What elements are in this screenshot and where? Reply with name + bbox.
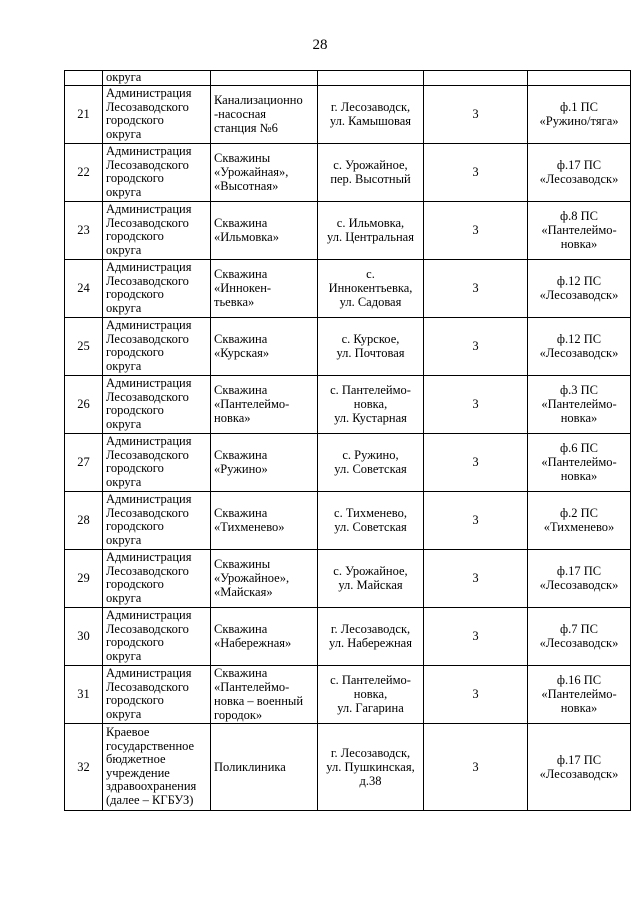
cell-org-text: Администрация Лесозаводского городского округа	[106, 434, 192, 489]
cell-address	[318, 433, 424, 491]
cell-feeder	[528, 71, 631, 86]
cell-num-text: 24	[77, 281, 90, 295]
cell-address-text: с. Урожайное, пер. Высотный	[330, 158, 411, 186]
consumers-table	[64, 70, 631, 811]
cell-feeder	[528, 433, 631, 491]
cell-address	[318, 491, 424, 549]
cell-object-text: Скважина «Ильмовка»	[214, 216, 279, 244]
cell-num-text: 29	[77, 571, 90, 585]
cell-address-text: с. Ильмовка, ул. Центральная	[327, 216, 414, 244]
cell-feeder-text: ф.3 ПС «Пантелеймо- новка»	[541, 383, 617, 425]
table-row	[65, 723, 631, 810]
cell-object-text: Скважина «Пантелеймо- новка – военный городок»	[214, 666, 304, 722]
cell-address-text: г. Лесозаводск, ул. Набережная	[329, 622, 412, 650]
cell-org-text: Администрация Лесозаводского городского округа	[106, 318, 192, 373]
cell-feeder	[528, 549, 631, 607]
cell-org-text: Администрация Лесозаводского городского округа	[106, 492, 192, 547]
cell-category	[424, 549, 528, 607]
cell-category-text: 3	[472, 513, 479, 527]
cell-object	[211, 549, 318, 607]
cell-num-text: 32	[77, 759, 90, 774]
table-row	[65, 259, 631, 317]
cell-num	[65, 723, 103, 810]
cell-feeder	[528, 665, 631, 723]
cell-org	[103, 143, 211, 201]
cell-org	[103, 607, 211, 665]
cell-num-text: 26	[77, 397, 90, 411]
cell-category	[424, 433, 528, 491]
cell-org	[103, 549, 211, 607]
cell-org-text: Администрация Лесозаводского городского округа	[106, 260, 192, 315]
cell-org	[103, 201, 211, 259]
cell-address	[318, 71, 424, 86]
table-row-continuation	[65, 71, 631, 86]
cell-category-text: 3	[472, 629, 479, 643]
cell-object	[211, 317, 318, 375]
cell-category	[424, 317, 528, 375]
cell-object-text: Скважина «Набережная»	[214, 622, 292, 650]
cell-num	[65, 317, 103, 375]
cell-object	[211, 433, 318, 491]
cell-address	[318, 607, 424, 665]
cell-feeder	[528, 491, 631, 549]
cell-feeder	[528, 259, 631, 317]
cell-feeder	[528, 317, 631, 375]
cell-feeder-text: ф.7 ПС «Лесозаводск»	[539, 622, 619, 650]
cell-feeder-text: ф.17 ПС «Лесозаводск»	[539, 564, 619, 592]
table-row	[65, 375, 631, 433]
cell-address-text: с. Пантелеймо- новка, ул. Гагарина	[330, 673, 411, 715]
cell-category-text: 3	[472, 397, 479, 411]
cell-object	[211, 723, 318, 810]
cell-org	[103, 375, 211, 433]
cell-address	[318, 85, 424, 143]
cell-feeder-text: ф.12 ПС «Лесозаводск»	[539, 274, 619, 302]
cell-address	[318, 317, 424, 375]
cell-address-text: с. Пантелеймо- новка, ул. Кустарная	[330, 383, 411, 425]
cell-category	[424, 85, 528, 143]
cell-org	[103, 433, 211, 491]
cell-feeder-text: ф.16 ПС «Пантелеймо- новка»	[541, 673, 617, 715]
cell-num	[65, 607, 103, 665]
table-row	[65, 433, 631, 491]
page-number: 28	[312, 37, 328, 53]
table-row	[65, 201, 631, 259]
cell-feeder-text: ф.8 ПС «Пантелеймо- новка»	[541, 209, 617, 251]
cell-object-text: Скважина «Пантелеймо- новка»	[214, 383, 290, 425]
cell-feeder	[528, 375, 631, 433]
cell-org-text: Администрация Лесозаводского городского округа	[106, 376, 192, 431]
table-row	[65, 549, 631, 607]
cell-org	[103, 71, 211, 86]
cell-org	[103, 723, 211, 810]
cell-num-text: 25	[77, 339, 90, 353]
table-row	[65, 85, 631, 143]
cell-feeder	[528, 201, 631, 259]
cell-feeder	[528, 143, 631, 201]
cell-org-text: округа	[106, 70, 142, 84]
cell-category-text: 3	[472, 455, 479, 469]
cell-object	[211, 259, 318, 317]
cell-object-text: Скважина «Курская»	[214, 332, 270, 360]
cell-object-text: Скважина «Иннокен- тьевка»	[214, 267, 272, 309]
cell-object	[211, 71, 318, 86]
cell-category-text: 3	[472, 687, 479, 701]
cell-category-text: 3	[472, 339, 479, 353]
cell-org-text: Администрация Лесозаводского городского округа	[106, 202, 192, 257]
cell-address-text: с. Курское, ул. Почтовая	[336, 332, 405, 360]
cell-org	[103, 85, 211, 143]
cell-address	[318, 143, 424, 201]
cell-num	[65, 259, 103, 317]
cell-category-text: 3	[472, 165, 479, 179]
cell-object	[211, 85, 318, 143]
cell-feeder	[528, 723, 631, 810]
cell-object	[211, 143, 318, 201]
cell-org-text: Администрация Лесозаводского городского округа	[106, 550, 192, 605]
cell-category-text: 3	[472, 223, 479, 237]
cell-address-text: с. Иннокентьевка, ул. Садовая	[328, 267, 413, 309]
cell-feeder-text: ф.17 ПС «Лесозаводск»	[539, 752, 619, 781]
cell-category	[424, 491, 528, 549]
cell-category-text: 3	[472, 759, 479, 774]
cell-org	[103, 317, 211, 375]
cell-feeder-text: ф.2 ПС «Тихменево»	[543, 506, 615, 534]
cell-category	[424, 665, 528, 723]
table-row	[65, 607, 631, 665]
cell-object-text: Скважина «Тихменево»	[214, 506, 285, 534]
cell-object	[211, 201, 318, 259]
cell-category-text: 3	[472, 281, 479, 295]
cell-object	[211, 607, 318, 665]
cell-address	[318, 723, 424, 810]
cell-object-text: Канализационно -насосная станция №6	[214, 93, 303, 135]
cell-object-text: Скважины «Урожайная», «Высотная»	[214, 151, 289, 193]
cell-org-text: Администрация Лесозаводского городского округа	[106, 608, 192, 663]
cell-address-text: с. Ружино, ул. Советская	[334, 448, 407, 476]
cell-feeder	[528, 607, 631, 665]
cell-address-text: г. Лесозаводск, ул. Камышовая	[329, 100, 412, 128]
cell-org-text: Администрация Лесозаводского городского округа	[106, 666, 192, 721]
cell-address-text: с. Урожайное, ул. Майская	[333, 564, 408, 592]
cell-category	[424, 201, 528, 259]
cell-feeder-text: ф.1 ПС «Ружино/тяга»	[539, 100, 619, 128]
cell-org-text: Краевое государственное бюджетное учреждение здравоохранения (далее – КГБУЗ)	[106, 725, 197, 807]
cell-object-text: Поликлиника	[214, 759, 286, 774]
cell-num	[65, 491, 103, 549]
table-row	[65, 491, 631, 549]
cell-object-text: Скважина «Ружино»	[214, 448, 268, 476]
cell-num	[65, 433, 103, 491]
cell-org	[103, 491, 211, 549]
cell-num	[65, 201, 103, 259]
table-body	[65, 71, 631, 811]
cell-address	[318, 201, 424, 259]
cell-org-text: Администрация Лесозаводского городского округа	[106, 86, 192, 141]
cell-num	[65, 549, 103, 607]
table-row	[65, 665, 631, 723]
cell-org	[103, 665, 211, 723]
cell-category-text: 3	[472, 107, 479, 121]
cell-category	[424, 375, 528, 433]
cell-num-text: 21	[77, 107, 90, 121]
cell-address-text: г. Лесозаводск, ул. Пушкинская, д.38	[326, 745, 415, 788]
cell-address	[318, 549, 424, 607]
table-row	[65, 143, 631, 201]
cell-num-text: 30	[77, 629, 90, 643]
cell-category	[424, 607, 528, 665]
cell-num	[65, 143, 103, 201]
cell-object	[211, 375, 318, 433]
table-row	[65, 317, 631, 375]
cell-category	[424, 143, 528, 201]
cell-feeder-text: ф.12 ПС «Лесозаводск»	[539, 332, 619, 360]
cell-num-text: 31	[77, 687, 90, 701]
cell-org-text: Администрация Лесозаводского городского округа	[106, 144, 192, 199]
cell-address	[318, 259, 424, 317]
cell-num-text: 27	[77, 455, 90, 469]
cell-num	[65, 71, 103, 86]
cell-address	[318, 375, 424, 433]
cell-num-text: 28	[77, 513, 90, 527]
cell-address	[318, 665, 424, 723]
cell-object	[211, 491, 318, 549]
cell-feeder	[528, 85, 631, 143]
cell-num-text: 22	[77, 165, 90, 179]
cell-num	[65, 85, 103, 143]
cell-num	[65, 375, 103, 433]
cell-category	[424, 259, 528, 317]
cell-category	[424, 71, 528, 86]
cell-object-text: Скважины «Урожайное», «Майская»	[214, 557, 290, 599]
cell-category-text: 3	[472, 571, 479, 585]
cell-num	[65, 665, 103, 723]
cell-org	[103, 259, 211, 317]
cell-num-text: 23	[77, 223, 90, 237]
cell-category	[424, 723, 528, 810]
cell-feeder-text: ф.17 ПС «Лесозаводск»	[539, 158, 619, 186]
cell-feeder-text: ф.6 ПС «Пантелеймо- новка»	[541, 441, 617, 483]
cell-object	[211, 665, 318, 723]
cell-address-text: с. Тихменево, ул. Советская	[334, 506, 407, 534]
